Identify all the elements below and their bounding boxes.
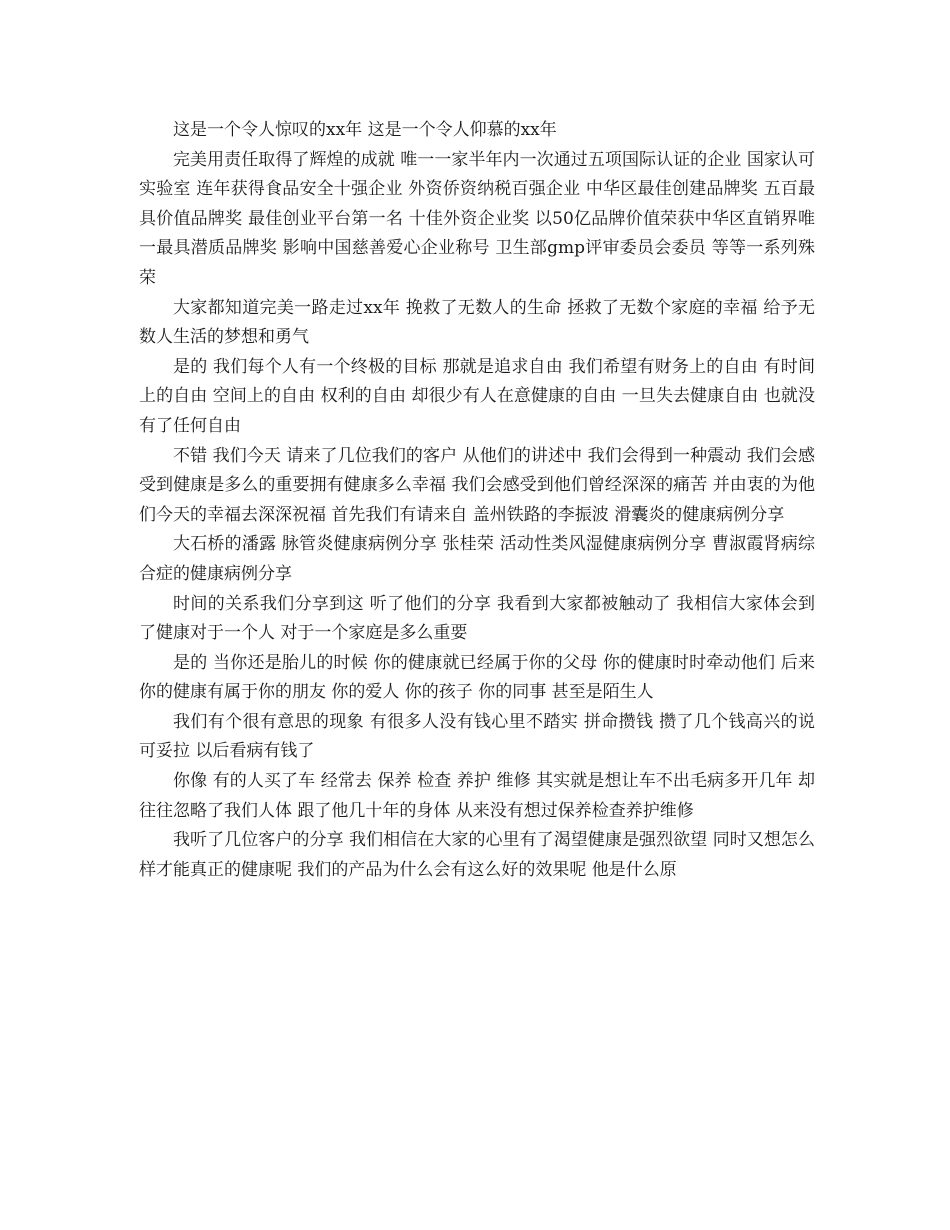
paragraph: 是的 我们每个人有一个终极的目标 那就是追求自由 我们希望有财务上的自由 有时间上的自由 空间上的自由 权利的自由 却很少有人在意健康的自由 一旦失去健康自由 也就没有了任何自由 bbox=[139, 356, 815, 436]
paragraph: 我听了几位客户的分享 我们相信在大家的心里有了渴望健康是强烈欲望 同时又想怎么样才能真正的健康呢 我们的产品为什么会有这么好的效果呢 他是什么原 bbox=[139, 830, 815, 880]
paragraph: 时间的关系我们分享到这 听了他们的分享 我看到大家都被触动了 我相信大家体会到了健康对于一个人 对于一个家庭是多么重要 bbox=[139, 593, 815, 644]
document-body bbox=[139, 116, 821, 885]
paragraph: 是的 当你还是胎儿的时候 你的健康就已经属于你的父母 你的健康时时牵动他们 后来你的健康有属于你的朋友 你的爱人 你的孩子 你的同事 甚至是陌生人 bbox=[139, 652, 815, 703]
paragraph: 你像 有的人买了车 经常去 保养 检查 养护 维修 其实就是想让车不出毛病多开几年 却往往忽略了我们人体 跟了他几十年的身体 从来没有想过保养检查养护维修 bbox=[139, 771, 815, 821]
paragraph: 这是一个令人惊叹的xx年 这是一个令人仰慕的xx年 bbox=[173, 120, 557, 140]
paragraph: 大家都知道完美一路走过xx年 挽救了无数人的生命 拯救了无数个家庭的幸福 给予无数人生活的梦想和勇气 bbox=[139, 297, 815, 348]
paragraph: 大石桥的潘露 脉管炎健康病例分享 张桂荣 活动性类风湿健康病例分享 曹淑霞肾病综合症的健康病例分享 bbox=[139, 534, 815, 584]
paragraph: 不错 我们今天 请来了几位我们的客户 从他们的讲述中 我们会得到一种震动 我们会感受到健康是多么的重要拥有健康多么幸福 我们会感受到他们曾经深深的痛苦 并由衷的为他们今天的幸福去深深祝福 首先我们有请来自 盖州铁路的李振波 滑囊炎的健康病例分享 bbox=[139, 445, 815, 525]
paragraph: 完美用责任取得了辉煌的成就 唯一一家半年内一次通过五项国际认证的企业 国家认可实验室 连年获得食品安全十强企业 外资侨资纳税百强企业 中华区最佳创建品牌奖 五百最具价值品牌奖 最佳创业平台第一名 十佳外资企业奖 以50亿品牌价值荣获中华区直销界唯一最具潜质品牌奖 影响中国慈善爱心企业称号 卫生部gmp评审委员会委员 等等一系列殊荣 bbox=[139, 149, 815, 288]
paragraph: 我们有个很有意思的现象 有很多人没有钱心里不踏实 拼命攒钱 攒了几个钱高兴的说 可妥拉 以后看病有钱了 bbox=[139, 711, 821, 762]
